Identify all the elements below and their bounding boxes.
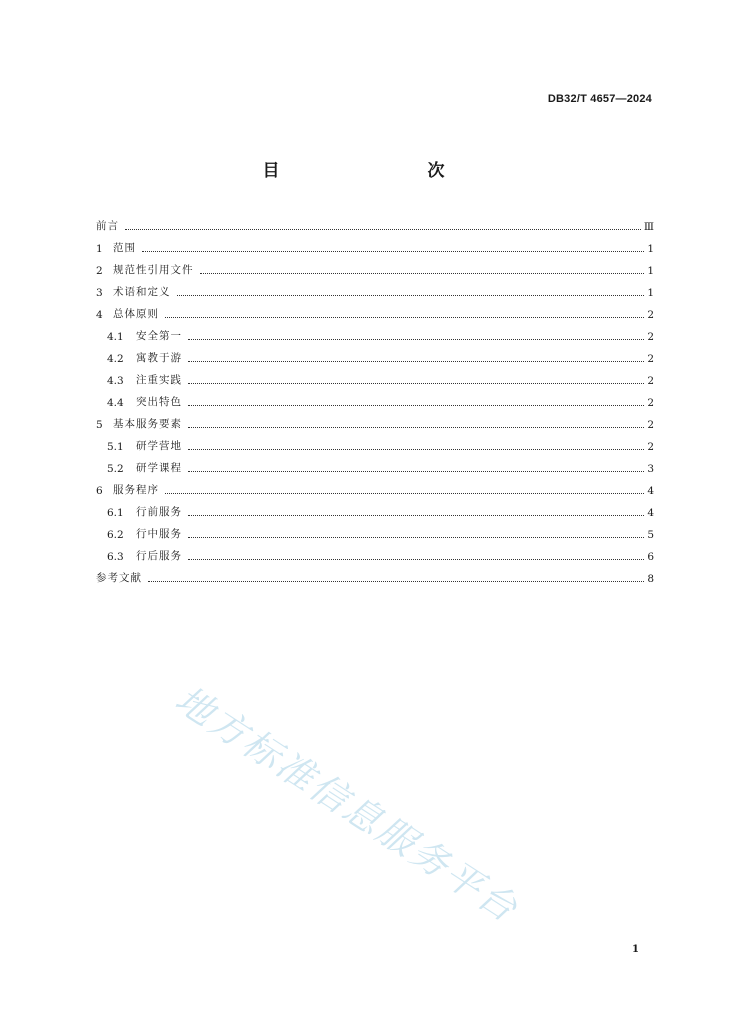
toc-entry[interactable] (96, 541, 654, 563)
toc-entry[interactable] (96, 519, 654, 541)
toc-dot-leader (188, 427, 644, 428)
toc-entry-number: 4.1 (107, 331, 124, 343)
toc-entry-page: 2 (647, 353, 654, 365)
toc-entry[interactable] (96, 475, 654, 497)
toc-entry[interactable] (96, 233, 654, 255)
toc-entry-label: 基本服务要素 (113, 418, 182, 430)
toc-entry-page: 2 (647, 397, 654, 409)
toc-entry[interactable] (96, 299, 654, 321)
toc-entry[interactable] (96, 277, 654, 299)
toc-entry-page: Ⅲ (643, 221, 654, 233)
page-number: 1 (632, 944, 639, 955)
toc-entry-number: 3 (96, 287, 103, 299)
toc-entry-number: 4.4 (107, 397, 124, 409)
toc-dot-leader (188, 405, 644, 406)
toc-entry-page: 2 (647, 331, 654, 343)
toc-entry-label: 规范性引用文件 (113, 264, 194, 276)
toc-entry-page: 2 (647, 309, 654, 321)
toc-entry-label: 研学课程 (136, 462, 182, 474)
toc-dot-leader (188, 559, 644, 560)
table-of-contents (96, 211, 654, 585)
document-code: DB32/T 4657—2024 (547, 93, 652, 105)
toc-entry-label: 突出特色 (136, 396, 182, 408)
toc-entry[interactable] (96, 497, 654, 519)
toc-dot-leader (165, 317, 644, 318)
toc-entry-label: 前言 (96, 220, 119, 232)
toc-dot-leader (188, 515, 644, 516)
toc-entry-label: 行后服务 (136, 550, 182, 562)
toc-entry-label: 安全第一 (136, 330, 182, 342)
toc-entry-page: 2 (647, 375, 654, 387)
toc-entry[interactable] (96, 431, 654, 453)
toc-entry[interactable] (96, 321, 654, 343)
toc-dot-leader (148, 581, 644, 582)
toc-entry[interactable] (96, 255, 654, 277)
toc-dot-leader (188, 537, 644, 538)
toc-entry-number: 1 (96, 243, 103, 255)
toc-entry-label: 术语和定义 (113, 286, 171, 298)
toc-entry-number: 6.3 (107, 551, 124, 563)
toc-entry-page: 1 (647, 287, 654, 299)
toc-entry-label: 服务程序 (113, 484, 159, 496)
toc-entry-label: 研学营地 (136, 440, 182, 452)
toc-dot-leader (188, 471, 644, 472)
toc-entry-label: 参考文献 (96, 572, 142, 584)
toc-entry[interactable] (96, 563, 654, 585)
toc-dot-leader (165, 493, 644, 494)
toc-entry-label: 范围 (113, 242, 136, 254)
toc-dot-leader (188, 383, 644, 384)
toc-entry-number: 6.1 (107, 507, 124, 519)
toc-entry[interactable] (96, 211, 654, 233)
toc-entry-label: 行前服务 (136, 506, 182, 518)
toc-entry-page: 3 (647, 463, 654, 475)
toc-dot-leader (142, 251, 644, 252)
toc-entry-label: 寓教于游 (136, 352, 182, 364)
toc-entry-label: 注重实践 (136, 374, 182, 386)
toc-entry-page: 2 (647, 419, 654, 431)
toc-entry[interactable] (96, 343, 654, 365)
toc-entry-number: 5.1 (107, 441, 124, 453)
toc-dot-leader (188, 361, 644, 362)
toc-entry-label: 行中服务 (136, 528, 182, 540)
toc-entry-page: 5 (647, 529, 654, 541)
toc-entry-page: 1 (647, 265, 654, 277)
watermark: 地方标准信息服务平台 (167, 677, 527, 932)
toc-entry-number: 4 (96, 309, 103, 321)
toc-dot-leader (200, 273, 645, 274)
toc-entry[interactable] (96, 409, 654, 431)
toc-dot-leader (188, 339, 644, 340)
toc-entry-number: 5.2 (107, 463, 124, 475)
toc-entry-label: 总体原则 (113, 308, 159, 320)
page-title: 目 次 (262, 161, 483, 181)
toc-entry[interactable] (96, 453, 654, 475)
toc-dot-leader (188, 449, 644, 450)
toc-entry-page: 8 (647, 573, 654, 585)
toc-entry-page: 4 (647, 485, 654, 497)
toc-entry-number: 5 (96, 419, 103, 431)
toc-entry-number: 4.3 (107, 375, 124, 387)
toc-entry-page: 6 (647, 551, 654, 563)
toc-entry[interactable] (96, 387, 654, 409)
toc-dot-leader (177, 295, 645, 296)
toc-entry[interactable] (96, 365, 654, 387)
toc-entry-number: 4.2 (107, 353, 124, 365)
toc-entry-number: 6 (96, 485, 103, 497)
toc-entry-number: 2 (96, 265, 103, 277)
toc-entry-page: 1 (647, 243, 654, 255)
toc-entry-page: 2 (647, 441, 654, 453)
toc-entry-page: 4 (647, 507, 654, 519)
toc-dot-leader (125, 229, 641, 230)
toc-entry-number: 6.2 (107, 529, 124, 541)
